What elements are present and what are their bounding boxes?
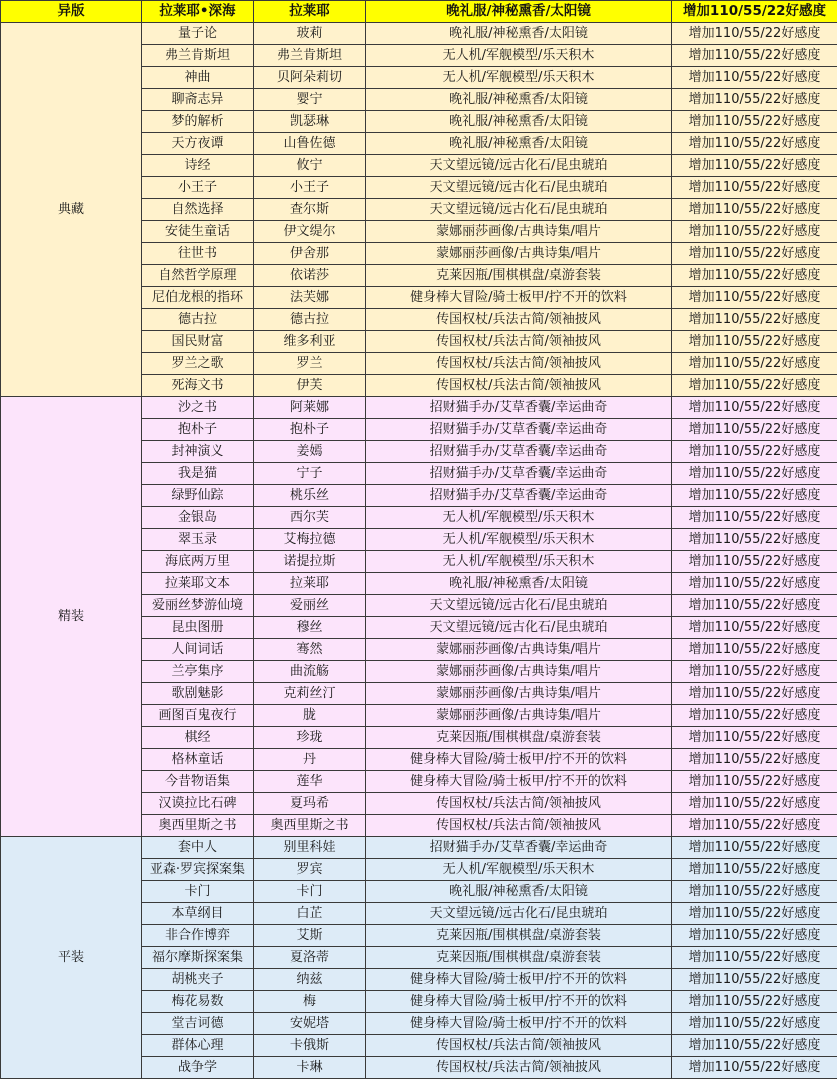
book-name: 抱朴子 — [142, 419, 254, 441]
character-name: 西尔芙 — [254, 507, 366, 529]
gift-items: 克莱因瓶/围棋棋盘/桌游套装 — [366, 947, 672, 969]
gift-items: 天文望远镜/远古化石/昆虫琥珀 — [366, 617, 672, 639]
gift-items: 健身棒大冒险/骑士板甲/拧不开的饮料 — [366, 771, 672, 793]
affinity-effect: 增加110/55/22好感度 — [672, 397, 837, 419]
affinity-effect: 增加110/55/22好感度 — [672, 551, 837, 573]
book-name: 天方夜谭 — [142, 133, 254, 155]
affinity-effect: 增加110/55/22好感度 — [672, 573, 837, 595]
character-name: 爱丽丝 — [254, 595, 366, 617]
affinity-effect: 增加110/55/22好感度 — [672, 727, 837, 749]
header-effect: 增加110/55/22好感度 — [672, 1, 837, 23]
character-name: 小王子 — [254, 177, 366, 199]
affinity-effect: 增加110/55/22好感度 — [672, 793, 837, 815]
character-name: 伊舍那 — [254, 243, 366, 265]
gift-items: 传国权杖/兵法古简/领袖披风 — [366, 1035, 672, 1057]
gift-items: 克莱因瓶/围棋棋盘/桌游套装 — [366, 925, 672, 947]
gift-items: 传国权杖/兵法古简/领袖披风 — [366, 375, 672, 397]
character-name: 艾梅拉德 — [254, 529, 366, 551]
gift-items: 招财猫手办/艾草香囊/幸运曲奇 — [366, 397, 672, 419]
affinity-effect: 增加110/55/22好感度 — [672, 661, 837, 683]
character-name: 安妮塔 — [254, 1013, 366, 1035]
affinity-effect: 增加110/55/22好感度 — [672, 353, 837, 375]
character-name: 诺提拉斯 — [254, 551, 366, 573]
affinity-effect: 增加110/55/22好感度 — [672, 507, 837, 529]
character-name: 白芷 — [254, 903, 366, 925]
character-name: 珍珑 — [254, 727, 366, 749]
book-name: 奥西里斯之书 — [142, 815, 254, 837]
book-name: 我是猫 — [142, 463, 254, 485]
character-name: 抱朴子 — [254, 419, 366, 441]
affinity-effect: 增加110/55/22好感度 — [672, 265, 837, 287]
header-character: 拉莱耶 — [254, 1, 366, 23]
character-name: 山鲁佐德 — [254, 133, 366, 155]
gift-items: 晚礼服/神秘熏香/太阳镜 — [366, 23, 672, 45]
gift-items: 传国权杖/兵法古简/领袖披风 — [366, 815, 672, 837]
gift-items: 无人机/军舰模型/乐天积木 — [366, 67, 672, 89]
book-name: 套中人 — [142, 837, 254, 859]
gift-items: 健身棒大冒险/骑士板甲/拧不开的饮料 — [366, 749, 672, 771]
gift-items: 传国权杖/兵法古简/领袖披风 — [366, 793, 672, 815]
book-name: 格林童话 — [142, 749, 254, 771]
book-name: 罗兰之歌 — [142, 353, 254, 375]
affinity-effect: 增加110/55/22好感度 — [672, 375, 837, 397]
affinity-effect: 增加110/55/22好感度 — [672, 749, 837, 771]
book-name: 量子论 — [142, 23, 254, 45]
affinity-effect: 增加110/55/22好感度 — [672, 177, 837, 199]
character-name: 克莉丝汀 — [254, 683, 366, 705]
character-name: 卡门 — [254, 881, 366, 903]
affinity-effect: 增加110/55/22好感度 — [672, 309, 837, 331]
affinity-effect: 增加110/55/22好感度 — [672, 331, 837, 353]
gift-items: 晚礼服/神秘熏香/太阳镜 — [366, 89, 672, 111]
book-name: 亚森·罗宾探案集 — [142, 859, 254, 881]
header-book: 拉莱耶•深海 — [142, 1, 254, 23]
affinity-effect: 增加110/55/22好感度 — [672, 837, 837, 859]
gift-items: 蒙娜丽莎画像/古典诗集/唱片 — [366, 243, 672, 265]
affinity-effect: 增加110/55/22好感度 — [672, 991, 837, 1013]
affinity-effect: 增加110/55/22好感度 — [672, 221, 837, 243]
table-body — [1, 23, 837, 1079]
edition-group-label: 精装 — [1, 397, 142, 837]
affinity-effect: 增加110/55/22好感度 — [672, 89, 837, 111]
character-name: 婴宁 — [254, 89, 366, 111]
book-name: 海底两万里 — [142, 551, 254, 573]
book-name: 本草纲目 — [142, 903, 254, 925]
gift-items: 传国权杖/兵法古简/领袖披风 — [366, 331, 672, 353]
gift-items: 无人机/军舰模型/乐天积木 — [366, 45, 672, 67]
affinity-effect: 增加110/55/22好感度 — [672, 199, 837, 221]
character-name: 玻莉 — [254, 23, 366, 45]
gift-items: 招财猫手办/艾草香囊/幸运曲奇 — [366, 463, 672, 485]
table-row — [1, 23, 837, 45]
character-name: 夏玛希 — [254, 793, 366, 815]
affinity-effect: 增加110/55/22好感度 — [672, 287, 837, 309]
character-name: 阿莱娜 — [254, 397, 366, 419]
character-name: 姜嫣 — [254, 441, 366, 463]
gift-items: 健身棒大冒险/骑士板甲/拧不开的饮料 — [366, 991, 672, 1013]
book-name: 沙之书 — [142, 397, 254, 419]
book-name: 人间词话 — [142, 639, 254, 661]
gift-items: 晚礼服/神秘熏香/太阳镜 — [366, 111, 672, 133]
book-name: 聊斋志异 — [142, 89, 254, 111]
book-name: 诗经 — [142, 155, 254, 177]
character-name: 莲华 — [254, 771, 366, 793]
affinity-effect: 增加110/55/22好感度 — [672, 639, 837, 661]
affinity-effect: 增加110/55/22好感度 — [672, 1035, 837, 1057]
book-name: 国民财富 — [142, 331, 254, 353]
gift-items: 无人机/军舰模型/乐天积木 — [366, 507, 672, 529]
book-name: 往世书 — [142, 243, 254, 265]
book-name: 小王子 — [142, 177, 254, 199]
gift-items: 蒙娜丽莎画像/古典诗集/唱片 — [366, 639, 672, 661]
book-name: 卡门 — [142, 881, 254, 903]
gift-items: 天文望远镜/远古化石/昆虫琥珀 — [366, 595, 672, 617]
gift-items: 蒙娜丽莎画像/古典诗集/唱片 — [366, 221, 672, 243]
table-row — [1, 837, 837, 859]
affinity-effect: 增加110/55/22好感度 — [672, 23, 837, 45]
gift-items: 克莱因瓶/围棋棋盘/桌游套装 — [366, 265, 672, 287]
character-name: 桃乐丝 — [254, 485, 366, 507]
book-name: 兰亭集序 — [142, 661, 254, 683]
character-name: 奥西里斯之书 — [254, 815, 366, 837]
book-name: 德古拉 — [142, 309, 254, 331]
edition-group-label: 平装 — [1, 837, 142, 1079]
gift-items: 健身棒大冒险/骑士板甲/拧不开的饮料 — [366, 287, 672, 309]
character-name: 贝阿朵莉切 — [254, 67, 366, 89]
table-row — [1, 397, 837, 419]
gift-items: 传国权杖/兵法古简/领袖披风 — [366, 1057, 672, 1079]
book-name: 棋经 — [142, 727, 254, 749]
affinity-effect: 增加110/55/22好感度 — [672, 441, 837, 463]
book-name: 胡桃夹子 — [142, 969, 254, 991]
character-name: 法芙娜 — [254, 287, 366, 309]
gift-items: 蒙娜丽莎画像/古典诗集/唱片 — [366, 661, 672, 683]
book-name: 金银岛 — [142, 507, 254, 529]
affinity-effect: 增加110/55/22好感度 — [672, 243, 837, 265]
gift-items: 晚礼服/神秘熏香/太阳镜 — [366, 573, 672, 595]
gift-items: 招财猫手办/艾草香囊/幸运曲奇 — [366, 485, 672, 507]
affinity-effect: 增加110/55/22好感度 — [672, 419, 837, 441]
character-name: 丹 — [254, 749, 366, 771]
character-name: 依诺莎 — [254, 265, 366, 287]
header-row — [1, 1, 837, 23]
book-name: 昆虫图册 — [142, 617, 254, 639]
gift-items: 天文望远镜/远古化石/昆虫琥珀 — [366, 155, 672, 177]
affinity-effect: 增加110/55/22好感度 — [672, 133, 837, 155]
gift-items: 传国权杖/兵法古简/领袖披风 — [366, 353, 672, 375]
character-name: 卡琳 — [254, 1057, 366, 1079]
gift-items: 天文望远镜/远古化石/昆虫琥珀 — [366, 177, 672, 199]
gift-items: 招财猫手办/艾草香囊/幸运曲奇 — [366, 837, 672, 859]
affinity-effect: 增加110/55/22好感度 — [672, 1013, 837, 1035]
affinity-effect: 增加110/55/22好感度 — [672, 881, 837, 903]
book-name: 封神演义 — [142, 441, 254, 463]
affinity-effect: 增加110/55/22好感度 — [672, 45, 837, 67]
affinity-effect: 增加110/55/22好感度 — [672, 485, 837, 507]
affinity-effect: 增加110/55/22好感度 — [672, 67, 837, 89]
book-name: 爱丽丝梦游仙境 — [142, 595, 254, 617]
book-name: 梦的解析 — [142, 111, 254, 133]
character-name: 弗兰肯斯坦 — [254, 45, 366, 67]
affinity-effect: 增加110/55/22好感度 — [672, 1057, 837, 1079]
book-name: 战争学 — [142, 1057, 254, 1079]
affinity-effect: 增加110/55/22好感度 — [672, 155, 837, 177]
gift-items: 无人机/军舰模型/乐天积木 — [366, 529, 672, 551]
character-name: 凯瑟琳 — [254, 111, 366, 133]
gift-items: 蒙娜丽莎画像/古典诗集/唱片 — [366, 705, 672, 727]
book-name: 自然选择 — [142, 199, 254, 221]
book-name: 弗兰肯斯坦 — [142, 45, 254, 67]
character-name: 罗宾 — [254, 859, 366, 881]
book-name: 神曲 — [142, 67, 254, 89]
book-name: 绿野仙踪 — [142, 485, 254, 507]
gift-items: 健身棒大冒险/骑士板甲/拧不开的饮料 — [366, 1013, 672, 1035]
character-name: 艾斯 — [254, 925, 366, 947]
affinity-effect: 增加110/55/22好感度 — [672, 529, 837, 551]
book-name: 今昔物语集 — [142, 771, 254, 793]
book-name: 梅花易数 — [142, 991, 254, 1013]
gift-items: 天文望远镜/远古化石/昆虫琥珀 — [366, 903, 672, 925]
character-name: 维多利亚 — [254, 331, 366, 353]
gift-items: 招财猫手办/艾草香囊/幸运曲奇 — [366, 441, 672, 463]
edition-group-label: 典藏 — [1, 23, 142, 397]
character-name: 卡俄斯 — [254, 1035, 366, 1057]
gift-items: 无人机/军舰模型/乐天积木 — [366, 551, 672, 573]
character-name: 夏洛蒂 — [254, 947, 366, 969]
gift-items: 天文望远镜/远古化石/昆虫琥珀 — [366, 199, 672, 221]
book-name: 非合作博弈 — [142, 925, 254, 947]
affinity-effect: 增加110/55/22好感度 — [672, 859, 837, 881]
header-edition: 异版 — [1, 1, 142, 23]
character-name: 胧 — [254, 705, 366, 727]
book-name: 翠玉录 — [142, 529, 254, 551]
book-name: 群体心理 — [142, 1035, 254, 1057]
book-name: 堂吉诃德 — [142, 1013, 254, 1035]
character-name: 穆丝 — [254, 617, 366, 639]
character-name: 伊文缇尔 — [254, 221, 366, 243]
affinity-effect: 增加110/55/22好感度 — [672, 771, 837, 793]
affinity-effect: 增加110/55/22好感度 — [672, 705, 837, 727]
gift-items: 蒙娜丽莎画像/古典诗集/唱片 — [366, 683, 672, 705]
header-gifts: 晚礼服/神秘熏香/太阳镜 — [366, 1, 672, 23]
affinity-effect: 增加110/55/22好感度 — [672, 595, 837, 617]
affinity-effect: 增加110/55/22好感度 — [672, 903, 837, 925]
character-name: 曲流觞 — [254, 661, 366, 683]
gift-items: 克莱因瓶/围棋棋盘/桌游套装 — [366, 727, 672, 749]
book-name: 自然哲学原理 — [142, 265, 254, 287]
book-name: 拉莱耶文本 — [142, 573, 254, 595]
gift-items: 晚礼服/神秘熏香/太阳镜 — [366, 133, 672, 155]
affinity-effect: 增加110/55/22好感度 — [672, 617, 837, 639]
gift-items: 招财猫手办/艾草香囊/幸运曲奇 — [366, 419, 672, 441]
gift-items: 无人机/军舰模型/乐天积木 — [366, 859, 672, 881]
character-name: 德古拉 — [254, 309, 366, 331]
affinity-effect: 增加110/55/22好感度 — [672, 683, 837, 705]
affinity-effect: 增加110/55/22好感度 — [672, 815, 837, 837]
affinity-effect: 增加110/55/22好感度 — [672, 111, 837, 133]
character-name: 罗兰 — [254, 353, 366, 375]
book-name: 死海文书 — [142, 375, 254, 397]
character-name: 别里科娃 — [254, 837, 366, 859]
character-name: 攸宁 — [254, 155, 366, 177]
affinity-effect: 增加110/55/22好感度 — [672, 463, 837, 485]
book-name: 福尔摩斯探案集 — [142, 947, 254, 969]
book-name: 汉谟拉比石碑 — [142, 793, 254, 815]
character-name: 查尔斯 — [254, 199, 366, 221]
character-name: 骞然 — [254, 639, 366, 661]
affinity-effect: 增加110/55/22好感度 — [672, 947, 837, 969]
affinity-effect: 增加110/55/22好感度 — [672, 969, 837, 991]
gift-items: 健身棒大冒险/骑士板甲/拧不开的饮料 — [366, 969, 672, 991]
character-name: 梅 — [254, 991, 366, 1013]
character-name: 宁子 — [254, 463, 366, 485]
character-name: 纳兹 — [254, 969, 366, 991]
book-name: 安徒生童话 — [142, 221, 254, 243]
book-name: 画图百鬼夜行 — [142, 705, 254, 727]
character-name: 伊芙 — [254, 375, 366, 397]
character-name: 拉莱耶 — [254, 573, 366, 595]
book-name: 尼伯龙根的指环 — [142, 287, 254, 309]
book-name: 歌剧魅影 — [142, 683, 254, 705]
gift-items: 晚礼服/神秘熏香/太阳镜 — [366, 881, 672, 903]
affinity-effect: 增加110/55/22好感度 — [672, 925, 837, 947]
gift-items: 传国权杖/兵法古简/领袖披风 — [366, 309, 672, 331]
